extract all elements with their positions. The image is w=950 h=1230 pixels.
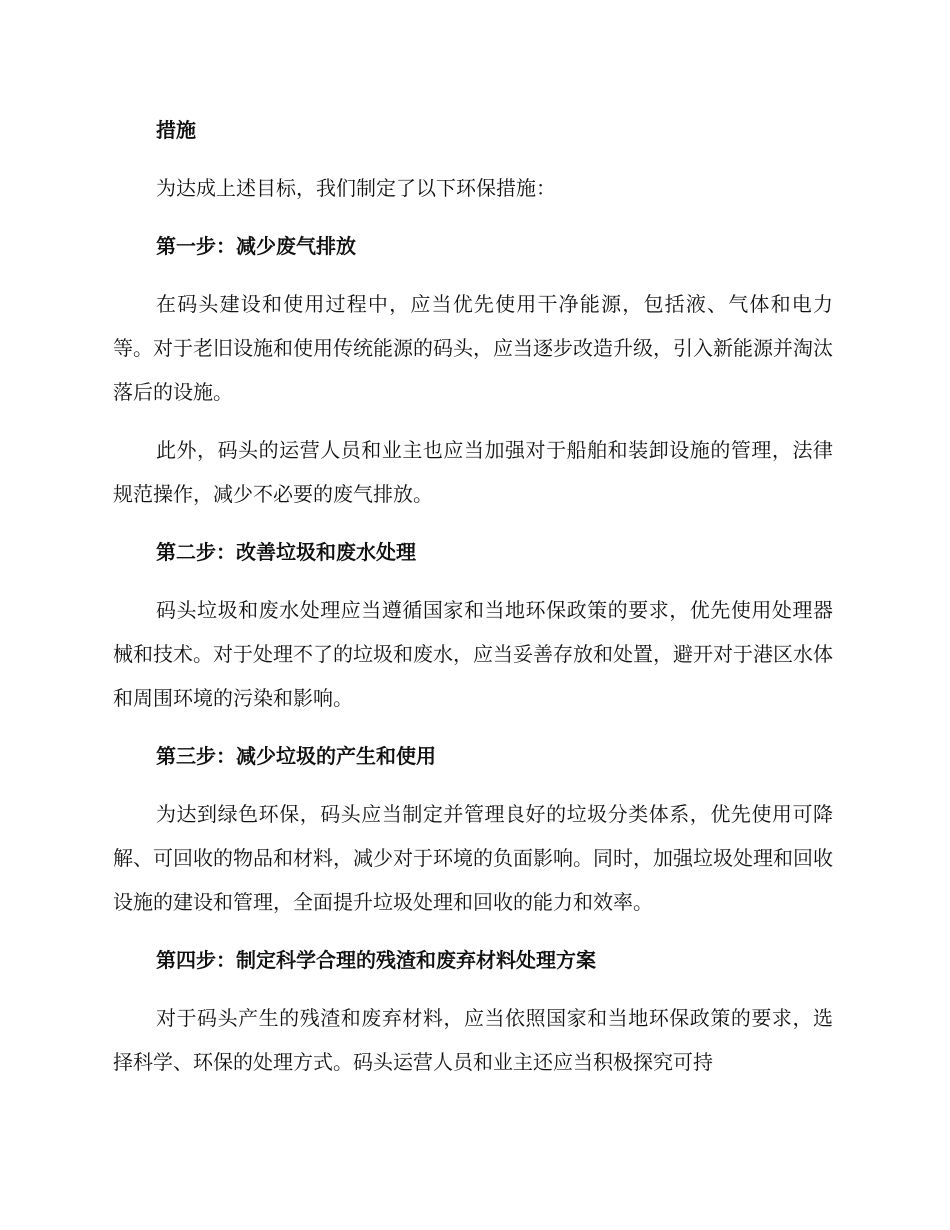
step-3-heading: 第三步：减少垃圾的产生和使用	[156, 744, 436, 768]
document-body	[113, 108, 833, 1098]
step-2-paragraph-1: 码头垃圾和废水处理应当遵循国家和当地环保政策的要求，优先使用处理器械和技术。对于处理不了的垃圾和废水，应当妥善存放和处置，避开对于港区水体和周围环境的污染和影响。	[113, 598, 833, 710]
intro-paragraph: 为达成上述目标，我们制定了以下环保措施：	[156, 176, 556, 200]
section-title: 措施	[156, 118, 196, 142]
step-1-heading: 第一步：减少废气排放	[156, 234, 356, 258]
step-4-heading: 第四步：制定科学合理的残渣和废弃材料处理方案	[156, 948, 596, 972]
step-1-paragraph-2: 此外，码头的运营人员和业主也应当加强对于船舶和装卸设施的管理，法律规范操作，减少不必要的废气排放。	[113, 438, 833, 506]
step-1-paragraph-1: 在码头建设和使用过程中，应当优先使用干净能源，包括液、气体和电力等。对于老旧设施和使用传统能源的码头，应当逐步改造升级，引入新能源并淘汰落后的设施。	[113, 292, 833, 404]
step-3-paragraph-1: 为达到绿色环保，码头应当制定并管理良好的垃圾分类体系，优先使用可降解、可回收的物品和材料，减少对于环境的负面影响。同时，加强垃圾处理和回收设施的建设和管理，全面提升垃圾处理和回收的能力和效率。	[113, 802, 833, 914]
step-4-paragraph-1: 对于码头产生的残渣和废弃材料，应当依照国家和当地环保政策的要求，选择科学、环保的处理方式。码头运营人员和业主还应当积极探究可持	[113, 1006, 833, 1074]
step-2-heading: 第二步：改善垃圾和废水处理	[156, 540, 416, 564]
